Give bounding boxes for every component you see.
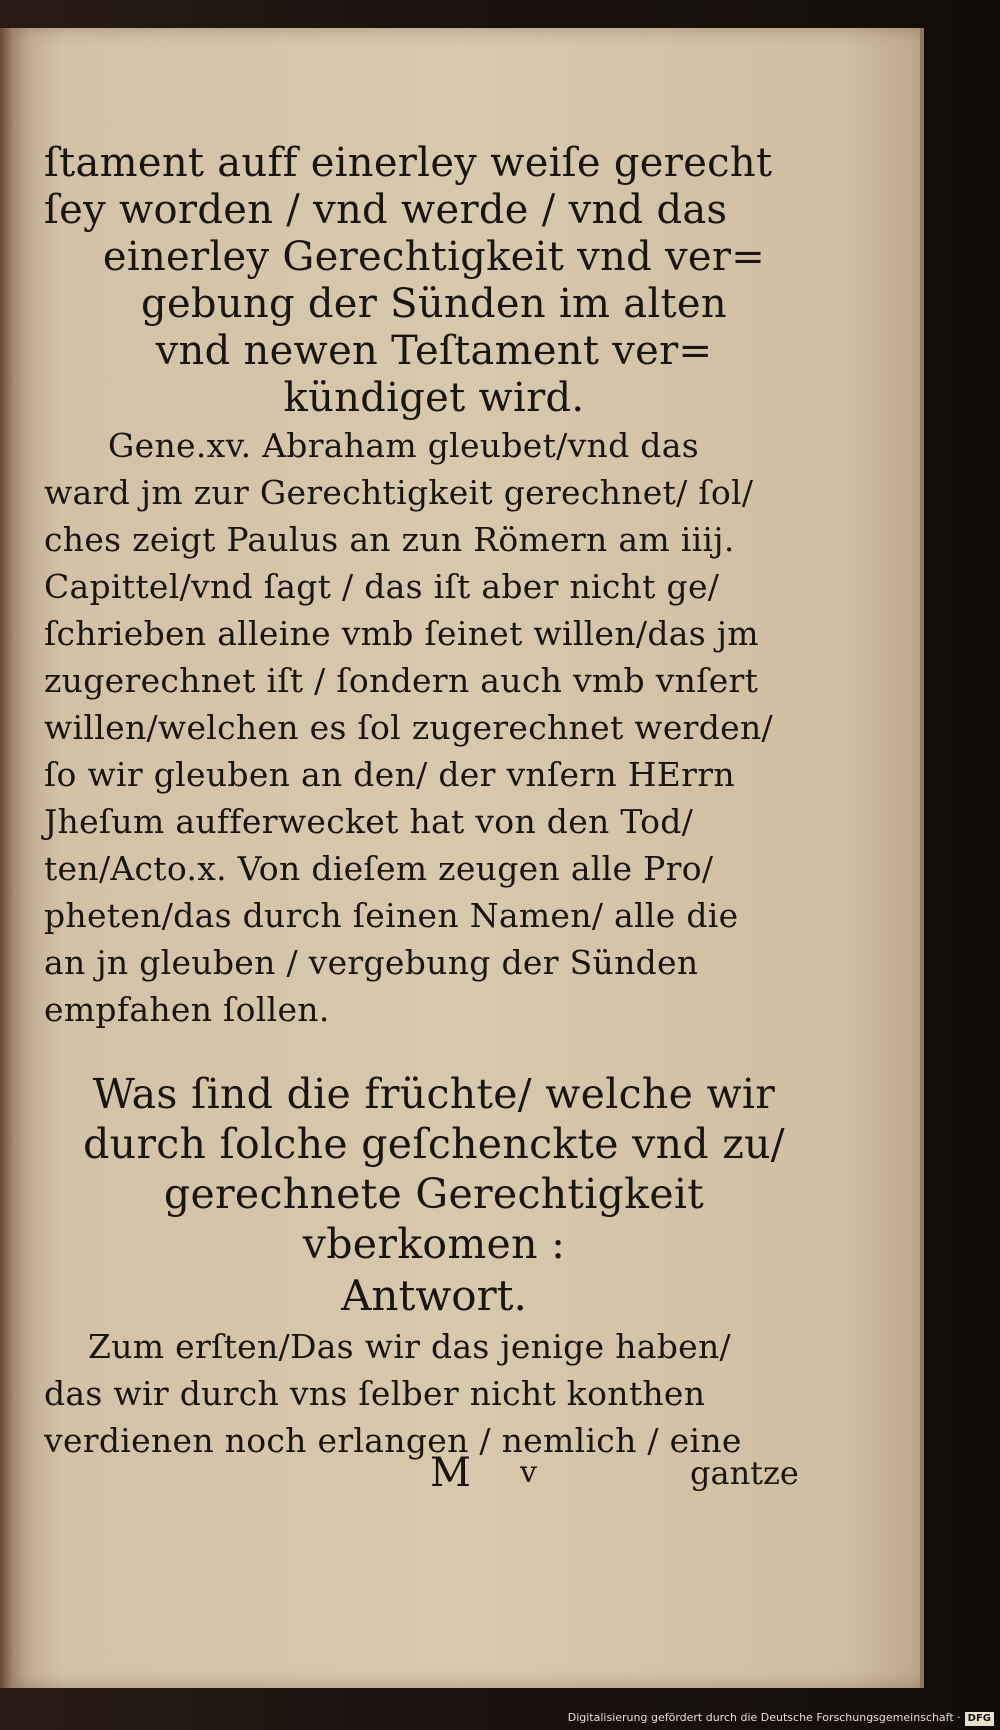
text-line: ſtament auff einerley weiſe gerecht — [44, 140, 773, 186]
question-heading — [44, 1069, 824, 1269]
text-line: ſchrieben alleine vmb ſeinet willen/das jm — [44, 614, 759, 653]
text-line: gebung der Sünden im alten — [141, 281, 727, 327]
dfg-logo: DFG — [965, 1712, 994, 1726]
body-paragraph-1 — [44, 422, 824, 1033]
page-gutter-edge — [0, 28, 14, 1688]
body-paragraph-2 — [44, 1323, 824, 1464]
answer-label: Antwort. — [341, 1271, 527, 1320]
text-line: ſey worden / vnd werde / vnd das — [44, 187, 728, 233]
text-line: empfahen ſollen. — [44, 990, 330, 1029]
signature-number: v — [520, 1455, 537, 1490]
text-line: Was ſind die früchte/ welche wir — [92, 1070, 776, 1118]
text-line: kündiget wird. — [283, 375, 585, 421]
text-line: Gene.xv. Abraham gleubet/vnd das — [108, 426, 699, 465]
text-line: an jn gleuben / vergebung der Sünden — [44, 943, 699, 982]
text-line: das wir durch vns ſelber nicht konthen — [44, 1374, 706, 1413]
text-line: ward jm zur Gerechtigkeit gerechnet/ ſol/ — [44, 473, 754, 512]
text-line: vberkomen : — [302, 1220, 566, 1268]
text-line: ten/Acto.x. Von dieſem zeugen alle Pro/ — [44, 849, 714, 888]
text-line: gerechnete Gerechtigkeit — [163, 1170, 705, 1218]
text-line: Jheſum aufferwecket hat von den Tod/ — [44, 802, 694, 841]
digitization-credit — [530, 1708, 1000, 1728]
text-line: ſo wir gleuben an den/ der vnſern HErrn — [44, 755, 735, 794]
text-line: Zum erſten/Das wir das jenige haben/ — [88, 1327, 731, 1366]
credit-text: Digitalisierung gefördert durch die Deutsche Forschungsgemeinschaft · — [567, 1711, 961, 1724]
text-line: durch ſolche geſchenckte vnd zu/ — [83, 1120, 785, 1168]
text-line: vnd newen Teſtament ver= — [155, 328, 713, 374]
text-line: verdienen noch erlangen / nemlich / eine — [44, 1421, 742, 1460]
catchword: gantze — [690, 1454, 799, 1492]
heading-continued — [44, 140, 824, 422]
text-line: ches zeigt Paulus an zun Römern am iiij. — [44, 520, 735, 559]
text-line: einerley Gerechtigkeit vnd ver= — [102, 234, 766, 280]
text-line: Capittel/vnd ſagt / das iſt aber nicht ge/ — [44, 567, 720, 606]
text-line: zugerechnet iſt / ſondern auch vmb vnſert — [44, 661, 759, 700]
page-text-block — [44, 140, 824, 1464]
signature-mark: M — [430, 1450, 471, 1496]
text-line: pheten/das durch ſeinen Namen/ alle die — [44, 896, 739, 935]
text-line: willen/welchen es ſol zugerechnet werden/ — [44, 708, 773, 747]
